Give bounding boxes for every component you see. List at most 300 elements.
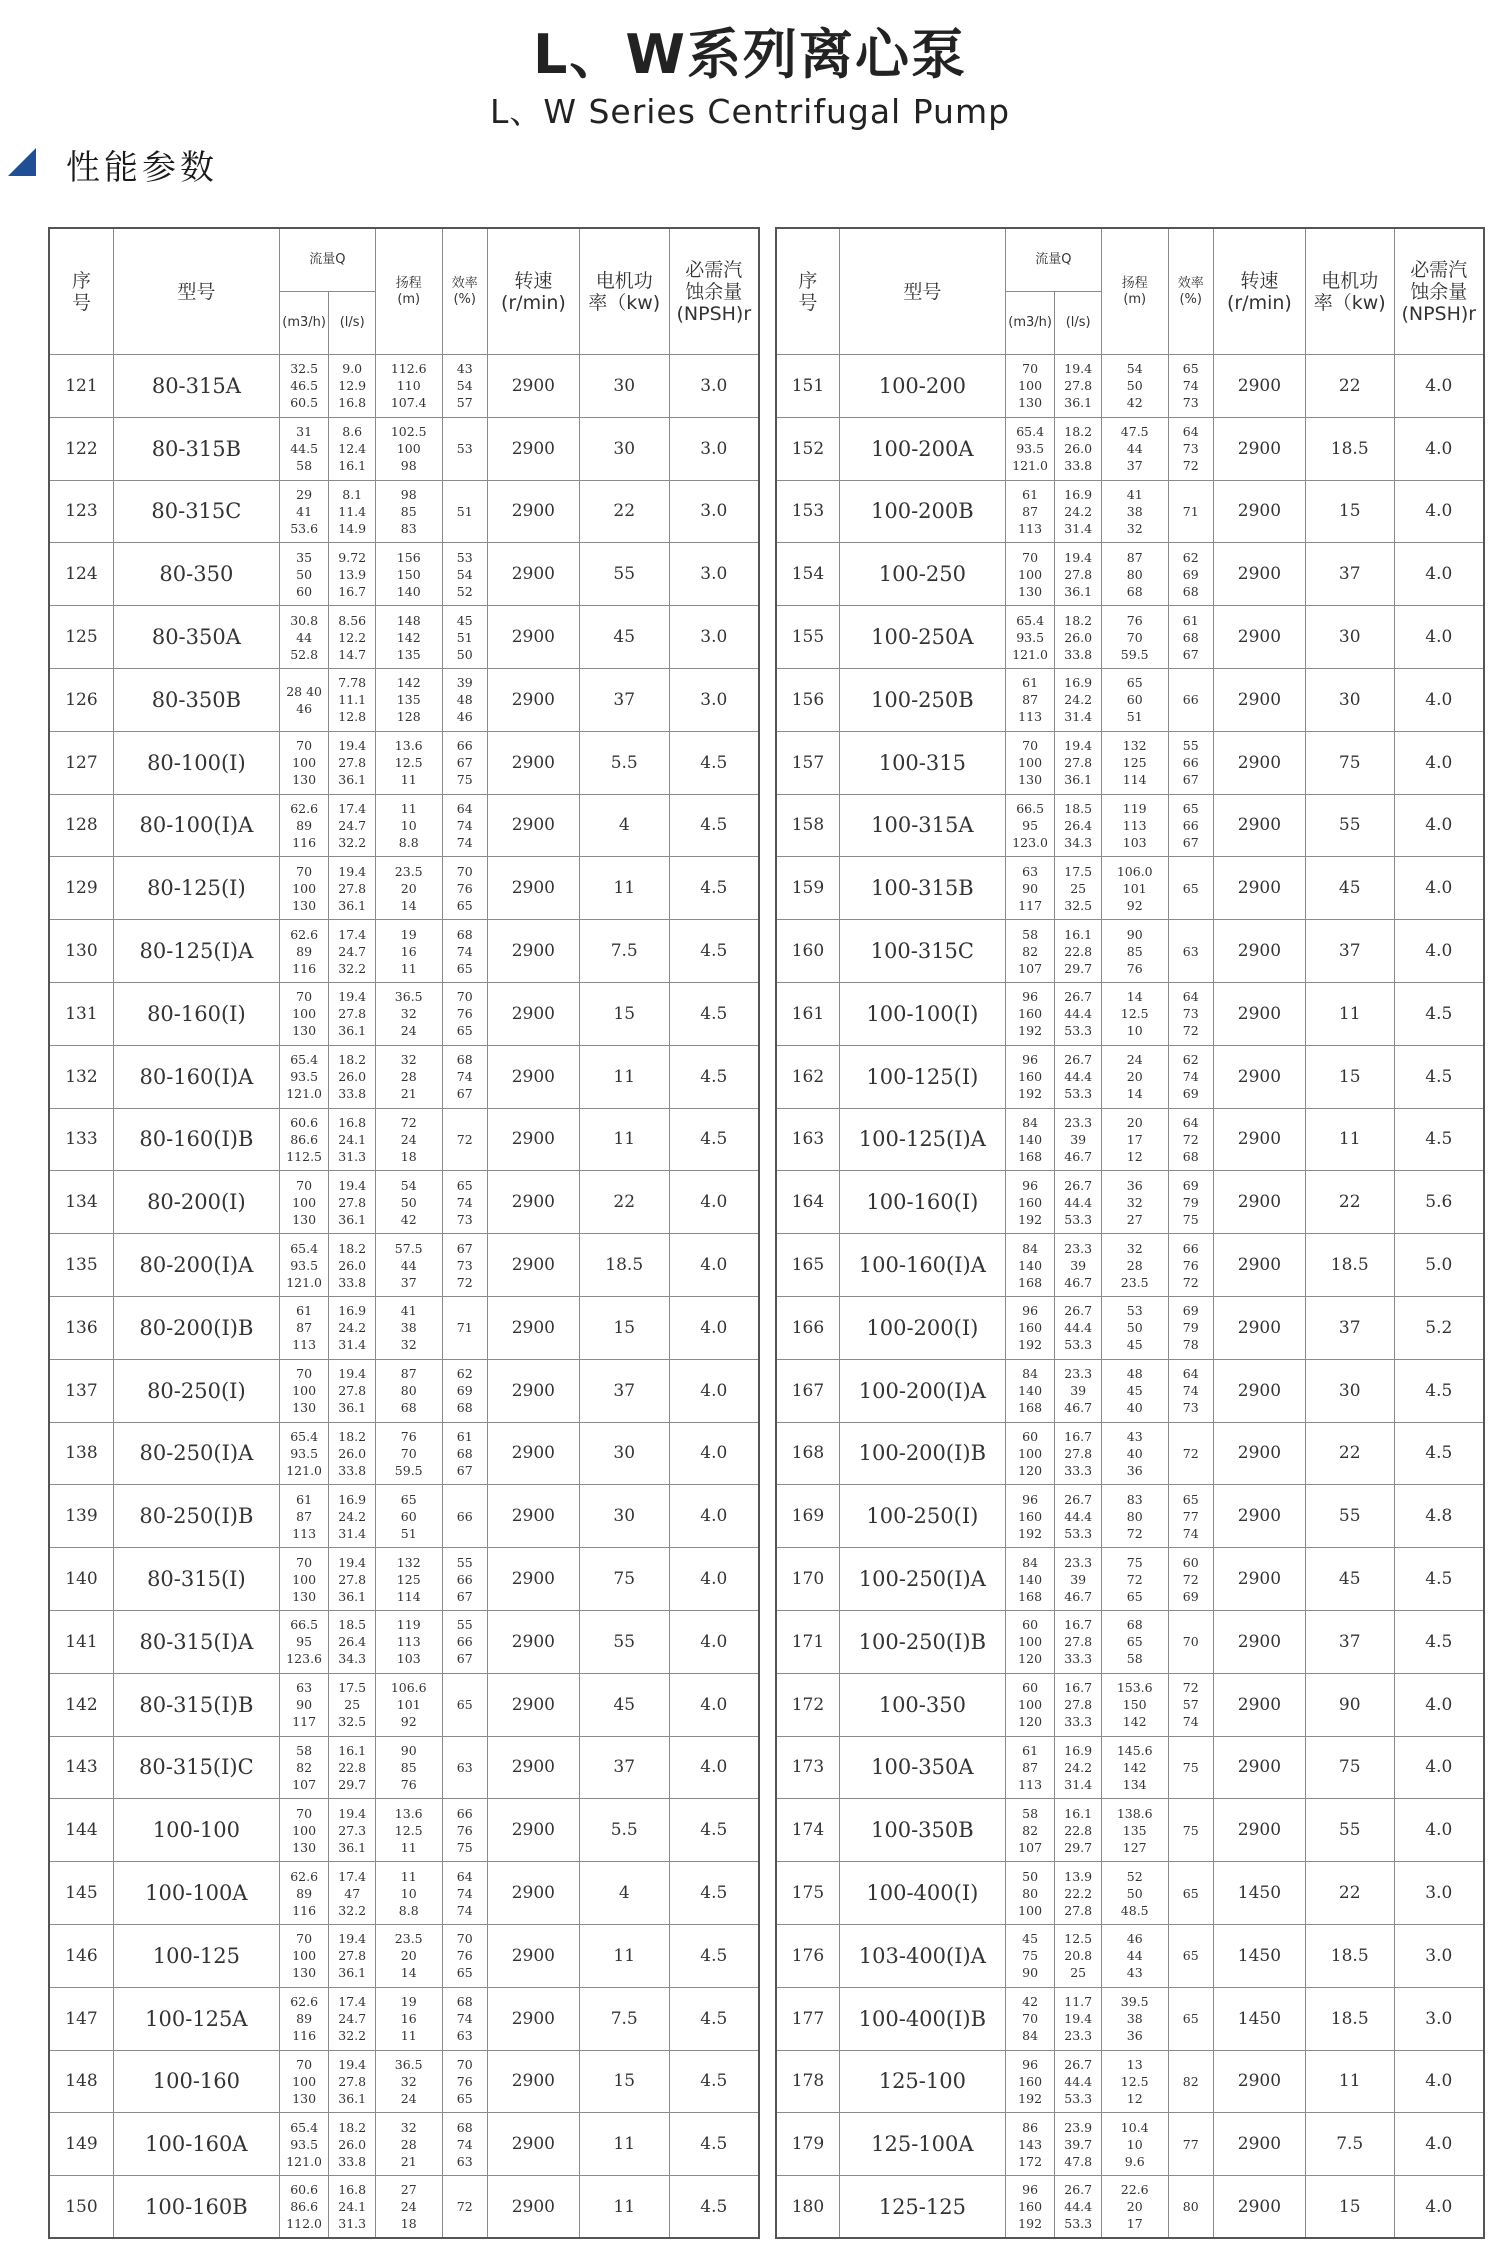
cell-efficiency: 65 77 74 [1168,1485,1213,1548]
cell-model: 100-125A [113,1987,279,2050]
cell-efficiency: 61 68 67 [442,1422,487,1485]
cell-head: 36 32 27 [1101,1171,1168,1234]
cell-seq: 126 [49,668,113,731]
cell-flow-m3h: 96 160 192 [1005,1485,1055,1548]
cell-seq: 147 [49,1987,113,2050]
cell-power: 15 [579,1296,669,1359]
section-marker-icon [8,148,36,176]
cell-head: 10.4 10 9.6 [1101,2113,1168,2176]
cell-seq: 144 [49,1799,113,1862]
cell-power: 11 [1305,1108,1394,1171]
cell-seq: 124 [49,543,113,606]
cell-speed: 2900 [1213,1171,1305,1234]
cell-model: 80-200(I)A [113,1234,279,1297]
cell-flow-ls: 19.4 27.8 36.1 [329,982,376,1045]
cell-speed: 2900 [487,1296,579,1359]
cell-efficiency: 68 74 67 [442,1045,487,1108]
cell-efficiency: 45 51 50 [442,606,487,669]
cell-seq: 170 [776,1548,839,1611]
cell-flow-ls: 23.3 39 46.7 [1055,1359,1102,1422]
cell-flow-ls: 26.7 44.4 53.3 [1055,1485,1102,1548]
cell-seq: 158 [776,794,839,857]
cell-efficiency: 64 74 74 [442,1862,487,1925]
cell-model: 80-315(I)C [113,1736,279,1799]
cell-flow-m3h: 70 100 130 [279,1359,329,1422]
cell-seq: 168 [776,1422,839,1485]
cell-power: 22 [1305,1862,1394,1925]
cell-flow-ls: 16.9 24.2 31.4 [1055,1736,1102,1799]
cell-head: 43 40 36 [1101,1422,1168,1485]
cell-seq: 155 [776,606,839,669]
cell-seq: 172 [776,1673,839,1736]
table-row [776,1862,1484,1925]
cell-speed: 2900 [1213,982,1305,1045]
cell-flow-m3h: 63 90 117 [279,1673,329,1736]
cell-power: 11 [1305,2050,1394,2113]
header-seq: 序号 [49,228,113,355]
cell-model: 100-125 [113,1924,279,1987]
cell-head: 19 16 11 [375,920,442,983]
table-row [49,1924,759,1987]
cell-seq: 142 [49,1673,113,1736]
table-row [776,606,1484,669]
cell-flow-ls: 19.4 27.3 36.1 [329,1799,376,1862]
cell-power: 11 [579,1045,669,1108]
cell-flow-m3h: 70 100 130 [279,731,329,794]
cell-speed: 2900 [1213,2113,1305,2176]
cell-npsh: 4.0 [669,1673,759,1736]
cell-power: 45 [579,1673,669,1736]
cell-npsh: 4.0 [669,1234,759,1297]
cell-model: 100-160(I)A [839,1234,1005,1297]
cell-flow-m3h: 84 140 168 [1005,1548,1055,1611]
cell-seq: 171 [776,1610,839,1673]
cell-efficiency: 69 79 78 [1168,1296,1213,1359]
cell-efficiency: 66 67 75 [442,731,487,794]
cell-power: 45 [1305,1548,1394,1611]
cell-model: 80-160(I) [113,982,279,1045]
cell-speed: 2900 [1213,2176,1305,2239]
cell-seq: 180 [776,2176,839,2239]
cell-flow-ls: 18.2 26.0 33.8 [329,1422,376,1485]
header-power: 电机功 率（kw) [1305,228,1394,355]
table-row [776,1987,1484,2050]
cell-seq: 174 [776,1799,839,1862]
cell-power: 45 [1305,857,1394,920]
cell-npsh: 4.5 [669,1987,759,2050]
cell-power: 30 [579,1422,669,1485]
header-model: 型号 [113,228,279,355]
cell-flow-m3h: 61 87 113 [1005,668,1055,731]
cell-npsh: 4.0 [669,1359,759,1422]
cell-flow-ls: 16.8 24.1 31.3 [329,1108,376,1171]
cell-seq: 135 [49,1234,113,1297]
cell-speed: 2900 [487,1673,579,1736]
cell-head: 13.6 12.5 11 [375,731,442,794]
cell-power: 4 [579,794,669,857]
cell-flow-m3h: 58 82 107 [279,1736,329,1799]
cell-flow-ls: 23.9 39.7 47.8 [1055,2113,1102,2176]
table-row [776,417,1484,480]
cell-seq: 166 [776,1296,839,1359]
cell-seq: 157 [776,731,839,794]
cell-efficiency: 64 74 73 [1168,1359,1213,1422]
cell-seq: 139 [49,1485,113,1548]
cell-efficiency: 63 [1168,920,1213,983]
performance-table-right [775,227,1485,2239]
header-flow-ls: (l/s) [329,292,376,355]
cell-npsh: 4.0 [1394,731,1484,794]
cell-seq: 130 [49,920,113,983]
cell-efficiency: 61 68 67 [1168,606,1213,669]
cell-flow-m3h: 58 82 107 [1005,1799,1055,1862]
cell-power: 5.5 [579,731,669,794]
cell-head: 76 70 59.5 [375,1422,442,1485]
cell-flow-ls: 17.4 24.7 32.2 [329,1987,376,2050]
header-npsh: 必需汽 蚀余量 (NPSH)r [669,228,759,355]
cell-power: 30 [1305,668,1394,731]
table-row [776,543,1484,606]
cell-speed: 2900 [1213,1108,1305,1171]
table-row [776,1045,1484,1108]
cell-head: 32 28 21 [375,1045,442,1108]
cell-npsh: 4.0 [1394,606,1484,669]
cell-model: 80-200(I)B [113,1296,279,1359]
cell-model: 100-350A [839,1736,1005,1799]
table-row [776,355,1484,418]
cell-head: 156 150 140 [375,543,442,606]
cell-model: 100-160A [113,2113,279,2176]
cell-npsh: 4.0 [669,1422,759,1485]
cell-flow-ls: 18.5 26.4 34.3 [329,1610,376,1673]
cell-npsh: 4.5 [1394,1610,1484,1673]
cell-speed: 2900 [487,920,579,983]
section-title: 性能参数 [66,148,218,188]
cell-flow-ls: 13.9 22.2 27.8 [1055,1862,1102,1925]
cell-power: 18.5 [1305,1924,1394,1987]
cell-npsh: 4.5 [669,920,759,983]
cell-model: 100-400(I) [839,1862,1005,1925]
cell-efficiency: 60 72 69 [1168,1548,1213,1611]
cell-head: 13.6 12.5 11 [375,1799,442,1862]
cell-head: 153.6 150 142 [1101,1673,1168,1736]
cell-flow-ls: 17.5 25 32.5 [1055,857,1102,920]
cell-npsh: 4.5 [669,731,759,794]
table-row [776,920,1484,983]
cell-efficiency: 53 54 52 [442,543,487,606]
cell-efficiency: 65 [1168,1862,1213,1925]
cell-model: 100-315C [839,920,1005,983]
cell-power: 11 [579,2176,669,2239]
header-flow-ls: (l/s) [1055,292,1102,355]
cell-npsh: 4.5 [1394,1045,1484,1108]
cell-flow-ls: 23.3 39 46.7 [1055,1548,1102,1611]
cell-flow-ls: 8.6 12.4 16.1 [329,417,376,480]
cell-speed: 2900 [1213,1359,1305,1422]
cell-power: 55 [1305,794,1394,857]
cell-flow-m3h: 65.4 93.5 121.0 [279,1234,329,1297]
cell-seq: 132 [49,1045,113,1108]
cell-npsh: 4.5 [669,982,759,1045]
cell-efficiency: 71 [1168,480,1213,543]
page-subtitle: L、W Series Centrifugal Pump [489,92,1011,131]
cell-speed: 2900 [487,1799,579,1862]
cell-power: 7.5 [579,1987,669,2050]
cell-seq: 164 [776,1171,839,1234]
cell-model: 100-350 [839,1673,1005,1736]
cell-seq: 151 [776,355,839,418]
cell-head: 23.5 20 14 [375,857,442,920]
cell-speed: 2900 [487,1108,579,1171]
cell-power: 37 [579,668,669,731]
cell-speed: 2900 [487,1862,579,1925]
cell-head: 119 113 103 [1101,794,1168,857]
cell-npsh: 4.5 [669,794,759,857]
cell-flow-ls: 26.7 44.4 53.3 [1055,982,1102,1045]
cell-flow-m3h: 86 143 172 [1005,2113,1055,2176]
table-row [49,1548,759,1611]
table-row [776,1359,1484,1422]
cell-efficiency: 64 72 68 [1168,1108,1213,1171]
cell-head: 98 85 83 [375,480,442,543]
cell-model: 100-200(I) [839,1296,1005,1359]
cell-speed: 2900 [1213,794,1305,857]
cell-npsh: 4.5 [669,1862,759,1925]
cell-npsh: 3.0 [669,417,759,480]
cell-power: 37 [1305,1610,1394,1673]
cell-model: 125-100A [839,2113,1005,2176]
cell-seq: 146 [49,1924,113,1987]
cell-model: 125-125 [839,2176,1005,2239]
table-row [49,2113,759,2176]
cell-head: 46 44 43 [1101,1924,1168,1987]
cell-efficiency: 70 76 65 [442,2050,487,2113]
cell-seq: 150 [49,2176,113,2239]
cell-efficiency: 66 [1168,668,1213,731]
cell-model: 80-315C [113,480,279,543]
cell-flow-ls: 17.5 25 32.5 [329,1673,376,1736]
table-row [49,1987,759,2050]
cell-flow-ls: 9.0 12.9 16.8 [329,355,376,418]
cell-seq: 133 [49,1108,113,1171]
cell-flow-ls: 17.4 24.7 32.2 [329,920,376,983]
cell-model: 125-100 [839,2050,1005,2113]
cell-npsh: 3.0 [669,480,759,543]
cell-head: 22.6 20 17 [1101,2176,1168,2239]
cell-seq: 143 [49,1736,113,1799]
cell-flow-m3h: 60 100 120 [1005,1422,1055,1485]
cell-seq: 159 [776,857,839,920]
cell-speed: 2900 [1213,1485,1305,1548]
cell-speed: 2900 [1213,417,1305,480]
cell-model: 100-200A [839,417,1005,480]
table-row [776,1422,1484,1485]
cell-npsh: 3.0 [1394,1987,1484,2050]
cell-flow-m3h: 96 160 192 [1005,2050,1055,2113]
cell-head: 41 38 32 [1101,480,1168,543]
cell-flow-m3h: 62.6 89 116 [279,794,329,857]
cell-flow-m3h: 61 87 113 [1005,1736,1055,1799]
header-speed: 转速 (r/min) [1213,228,1305,355]
cell-npsh: 4.0 [1394,2176,1484,2239]
cell-npsh: 4.0 [1394,480,1484,543]
cell-speed: 2900 [487,1359,579,1422]
table-row [776,1799,1484,1862]
cell-model: 100-125(I)A [839,1108,1005,1171]
cell-npsh: 4.8 [1394,1485,1484,1548]
cell-seq: 149 [49,2113,113,2176]
cell-flow-m3h: 84 140 168 [1005,1359,1055,1422]
cell-flow-m3h: 42 70 84 [1005,1987,1055,2050]
cell-model: 80-160(I)A [113,1045,279,1108]
cell-flow-ls: 8.1 11.4 14.9 [329,480,376,543]
cell-power: 18.5 [1305,1234,1394,1297]
table-row [776,1485,1484,1548]
cell-speed: 2900 [487,2113,579,2176]
cell-npsh: 4.5 [1394,1359,1484,1422]
cell-model: 80-315(I) [113,1548,279,1611]
cell-power: 75 [579,1548,669,1611]
cell-npsh: 4.0 [1394,355,1484,418]
cell-flow-m3h: 30.8 44 52.8 [279,606,329,669]
table-row [49,1359,759,1422]
cell-seq: 177 [776,1987,839,2050]
cell-flow-ls: 26.7 44.4 53.3 [1055,2176,1102,2239]
cell-flow-ls: 19.4 27.8 36.1 [1055,543,1102,606]
cell-npsh: 4.5 [669,2176,759,2239]
cell-flow-m3h: 70 100 130 [279,1924,329,1987]
cell-flow-ls: 16.7 27.8 33.3 [1055,1422,1102,1485]
table-row [49,1045,759,1108]
cell-flow-m3h: 63 90 117 [1005,857,1055,920]
cell-flow-m3h: 70 100 130 [279,857,329,920]
cell-head: 41 38 32 [375,1296,442,1359]
cell-seq: 140 [49,1548,113,1611]
cell-speed: 2900 [487,417,579,480]
cell-flow-ls: 19.4 27.8 36.1 [1055,355,1102,418]
cell-efficiency: 65 74 73 [1168,355,1213,418]
cell-seq: 154 [776,543,839,606]
cell-flow-m3h: 66.5 95 123.6 [279,1610,329,1673]
cell-flow-m3h: 45 75 90 [1005,1924,1055,1987]
cell-efficiency: 64 74 74 [442,794,487,857]
cell-head: 132 125 114 [1101,731,1168,794]
cell-flow-ls: 9.72 13.9 16.7 [329,543,376,606]
cell-head: 138.6 135 127 [1101,1799,1168,1862]
cell-flow-m3h: 61 87 113 [279,1296,329,1359]
table-row [776,1234,1484,1297]
cell-seq: 179 [776,2113,839,2176]
cell-flow-ls: 18.2 26.0 33.8 [1055,417,1102,480]
cell-speed: 2900 [487,2050,579,2113]
cell-efficiency: 65 [442,1673,487,1736]
cell-head: 13 12.5 12 [1101,2050,1168,2113]
cell-head: 106.6 101 92 [375,1673,442,1736]
cell-speed: 2900 [487,1234,579,1297]
cell-flow-m3h: 29 41 53.6 [279,480,329,543]
cell-head: 53 50 45 [1101,1296,1168,1359]
cell-model: 103-400(I)A [839,1924,1005,1987]
cell-flow-m3h: 62.6 89 116 [279,1862,329,1925]
cell-flow-ls: 11.7 19.4 23.3 [1055,1987,1102,2050]
header-flow-m3h: (m3/h) [1005,292,1055,355]
cell-seq: 152 [776,417,839,480]
cell-efficiency: 66 [442,1485,487,1548]
cell-speed: 2900 [1213,731,1305,794]
cell-seq: 175 [776,1862,839,1925]
cell-seq: 128 [49,794,113,857]
cell-head: 36.5 32 24 [375,2050,442,2113]
cell-npsh: 4.5 [669,1924,759,1987]
cell-efficiency: 68 74 65 [442,920,487,983]
table-row [776,794,1484,857]
cell-efficiency: 70 [1168,1610,1213,1673]
table-row [49,1234,759,1297]
cell-efficiency: 55 66 67 [1168,731,1213,794]
cell-speed: 2900 [1213,1799,1305,1862]
header-seq: 序号 [776,228,839,355]
cell-flow-ls: 19.4 27.8 36.1 [1055,731,1102,794]
table-row [49,1108,759,1171]
cell-speed: 2900 [487,606,579,669]
table-row [776,1548,1484,1611]
cell-head: 90 85 76 [375,1736,442,1799]
cell-speed: 2900 [487,668,579,731]
cell-head: 14 12.5 10 [1101,982,1168,1045]
cell-npsh: 4.5 [1394,1108,1484,1171]
cell-head: 112.6 110 107.4 [375,355,442,418]
cell-head: 87 80 68 [1101,543,1168,606]
cell-seq: 176 [776,1924,839,1987]
cell-flow-ls: 8.56 12.2 14.7 [329,606,376,669]
cell-model: 100-100A [113,1862,279,1925]
table-row [49,1485,759,1548]
cell-head: 57.5 44 37 [375,1234,442,1297]
cell-flow-ls: 19.4 27.8 36.1 [329,1359,376,1422]
cell-flow-m3h: 70 100 130 [279,1171,329,1234]
cell-npsh: 4.0 [1394,794,1484,857]
cell-seq: 161 [776,982,839,1045]
cell-seq: 153 [776,480,839,543]
cell-npsh: 4.0 [669,1548,759,1611]
cell-efficiency: 65 [1168,857,1213,920]
cell-seq: 167 [776,1359,839,1422]
cell-flow-m3h: 65.4 93.5 121.0 [279,2113,329,2176]
cell-power: 90 [1305,1673,1394,1736]
cell-speed: 2900 [1213,543,1305,606]
cell-flow-m3h: 65.4 93.5 121.0 [1005,417,1055,480]
cell-head: 119 113 103 [375,1610,442,1673]
cell-efficiency: 71 [442,1296,487,1359]
cell-efficiency: 66 76 72 [1168,1234,1213,1297]
cell-head: 90 85 76 [1101,920,1168,983]
cell-speed: 2900 [487,1045,579,1108]
cell-flow-m3h: 65.4 93.5 121.0 [279,1045,329,1108]
cell-seq: 163 [776,1108,839,1171]
cell-flow-m3h: 70 100 130 [279,982,329,1045]
table-row [49,480,759,543]
cell-head: 142 135 128 [375,668,442,731]
table-row [49,731,759,794]
table-row [49,1799,759,1862]
cell-head: 11 10 8.8 [375,1862,442,1925]
table-row [49,1862,759,1925]
cell-speed: 2900 [1213,1234,1305,1297]
cell-npsh: 4.0 [669,1485,759,1548]
cell-power: 22 [579,1171,669,1234]
cell-head: 76 70 59.5 [1101,606,1168,669]
cell-head: 36.5 32 24 [375,982,442,1045]
